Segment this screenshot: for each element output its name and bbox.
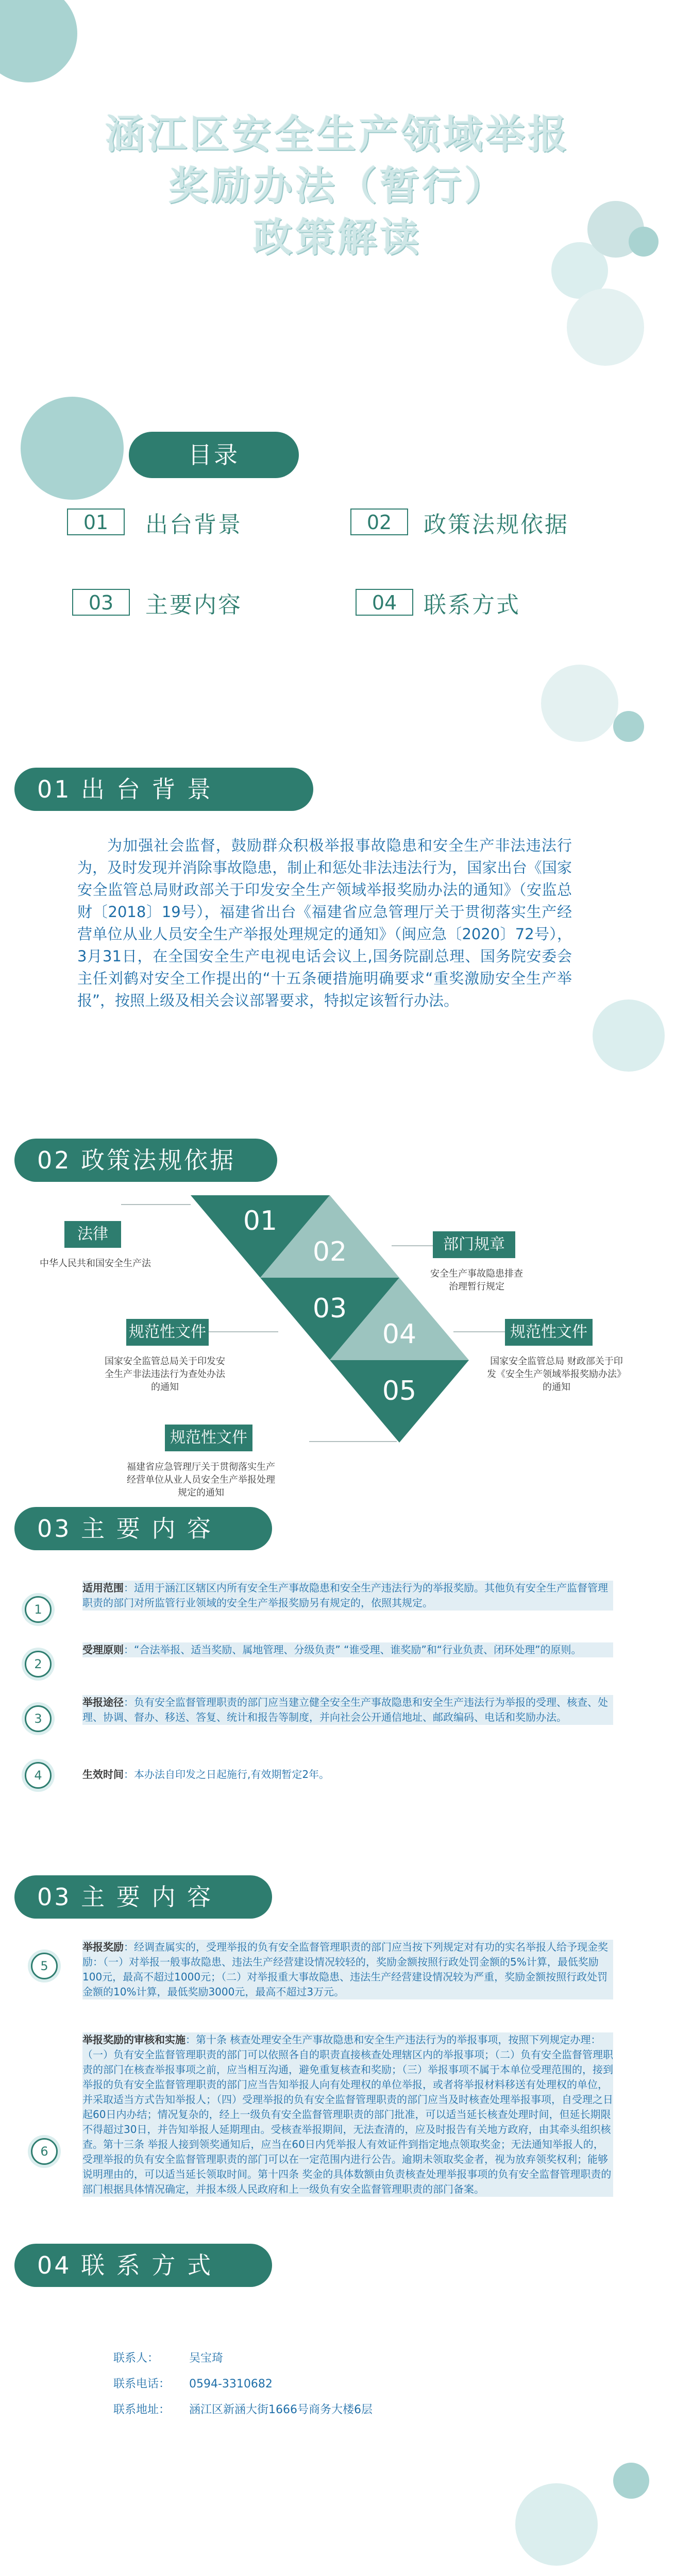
deco-circle [613, 2463, 649, 2499]
law-label: 法律 [64, 1221, 121, 1248]
section-02-header: 02 政策法规依据 [14, 1139, 277, 1182]
triangle-02-label: 02 [312, 1236, 347, 1267]
law-note: 中华人民共和国安全生产法 [40, 1258, 151, 1269]
item-2-key: 受理原则 [82, 1643, 124, 1656]
item-2-number: 2 [25, 1651, 52, 1677]
page-title-line-2: 奖励办法（暂行） [168, 163, 507, 209]
deco-circle [541, 665, 618, 742]
toc-heading: 目录 [129, 432, 299, 478]
background-paragraph: 为加强社会监督，鼓励群众积极举报事故隐患和安全生产非法违法行为，及时发现并消除事故隐患，制止和惩处非法违法行为，国家出台《国家安全监管总局财政部关于印发安全生产领域举报奖励办法的通知》（安监总财〔2018〕19号），福建省出台《福建省应急管理厅关于贯彻落实生产经营单位从业人员安全生产举报处理规定的通知》（闽应急〔2020〕72号），3月31日，在全国安全生产电视电话会议上,国务院副总理、国务院安委会主任刘鹤对安全工作提出的“十五条硬措施明确要求“重奖激励安全生产举报”，按照上级及相关会议部署要求，特拟定该暂行办法。 [77, 837, 572, 1009]
contact-person-key: 联系人： [113, 2352, 159, 2365]
section-03-continued-header: 03 主 要 内 容 [14, 1875, 272, 1919]
item-5-key: 举报奖励 [82, 1941, 124, 1953]
item-5-number: 5 [31, 1953, 58, 1979]
toc-item-4-label[interactable]: 联系方式 [424, 592, 520, 618]
item-4-text: 生效时间：本办法自印发之日起施行,有效期暂定2年。 [82, 1768, 330, 1781]
triangle-05-label: 05 [382, 1376, 417, 1406]
item-3-number: 3 [25, 1705, 52, 1732]
deco-circle [0, 0, 77, 82]
contact-address-row [113, 2401, 373, 2417]
toc-item-1-label[interactable]: 出台背景 [145, 512, 242, 538]
item-1-body: 适用于涵江区辖区内所有安全生产事故隐患和安全生产违法行为的举报奖励。其他负有安全生产监督管理职责的部门对所监管行业领域的安全生产举报奖励另有规定的，依照其规定。 [82, 1582, 608, 1609]
item-5-text: 举报奖励：经调查属实的，受理举报的负有安全监督管理职责的部门应当按下列规定对有功的实名举报人给予现金奖励：（一）对举报一般事故隐患、违法生产经营建设情况较轻的，奖励金额按照行政处罚金额的5%计算，最低奖励100元，最高不超过1000元；（二）对举报重大事故隐患、违法生产经营建设情况较为严重，奖励金额按照行政处罚金额的10%计算，最低奖励3000元，最高不超过3万元。 [82, 1940, 613, 1999]
item-1-text: 适用范围：适用于涵江区辖区内所有安全生产事故隐患和安全生产违法行为的举报奖励。其他负有安全生产监督管理职责的部门对所监管行业领域的安全生产举报奖励另有规定的，依照其规定。 [82, 1581, 613, 1611]
norm2-note: 国家安全监管总局 财政部关于印发《安全生产领域举报奖励办法》的通知 [487, 1356, 626, 1393]
item-2-body: “合法举报、适当奖励、属地管理、分级负责” “谁受理、谁奖励”和“行业负责、闭环处理”的原则。 [134, 1643, 582, 1656]
norm3-note: 福建省应急管理厅关于贯彻落实生产经营单位从业人员安全生产举报处理规定的通知 [127, 1462, 275, 1498]
contact-address-key: 联系地址： [113, 2403, 171, 2416]
item-1-number: 1 [25, 1596, 52, 1623]
section-01-header: 01 出 台 背 景 [14, 768, 313, 811]
norm1-label: 规范性文件 [126, 1319, 209, 1346]
toc-item-2-number: 02 [350, 509, 408, 535]
toc-item-3-number: 03 [72, 589, 130, 616]
item-1-key: 适用范围 [82, 1582, 124, 1594]
triangle-04-label: 04 [382, 1319, 417, 1350]
triangle-03-label: 03 [312, 1293, 347, 1324]
contact-person-row [113, 2349, 223, 2365]
deco-circle [21, 397, 124, 500]
toc-item-1-number: 01 [67, 509, 125, 535]
contact-address-value: 涵江区新涵大街1666号商务大楼6层 [189, 2403, 373, 2416]
triangle-01-label: 01 [243, 1206, 278, 1236]
deco-circle [613, 711, 644, 742]
item-5-body: 经调查属实的，受理举报的负有安全监督管理职责的部门应当按下列规定对有功的实名举报人给予现金奖励：（一）对举报一般事故隐患、违法生产经营建设情况较轻的，奖励金额按照行政处罚金额的5%计算，最低奖励100元，最高不超过1000元；（二）对举报重大事故隐患、违法生产经营建设情况较为严重，奖励金额按照行政处罚金额的10%计算，最低奖励3000元，最高不超过3万元。 [82, 1941, 608, 1998]
item-3-body: 负有安全监督管理职责的部门应当建立健全安全生产事故隐患和安全生产违法行为举报的受理、核查、处理、协调、督办、移送、答复、统计和报告等制度，并向社会公开通信地址、邮政编码、电话和奖励办法。 [82, 1696, 608, 1723]
toc-item-2-label[interactable]: 政策法规依据 [424, 512, 569, 538]
item-4-key: 生效时间 [82, 1768, 124, 1781]
norm3-label: 规范性文件 [165, 1425, 252, 1451]
contact-phone-key: 联系电话： [113, 2378, 171, 2391]
item-2-text: 受理原则：“合法举报、适当奖励、属地管理、分级负责” “谁受理、谁奖励”和“行业负责、闭环处理”的原则。 [82, 1642, 613, 1657]
item-4-number: 4 [25, 1762, 52, 1789]
norm2-label: 规范性文件 [505, 1319, 593, 1346]
contact-phone-row [113, 2375, 273, 2391]
item-3-text: 举报途径：负有安全监督管理职责的部门应当建立健全安全生产事故隐患和安全生产违法行为举报的受理、核查、处理、协调、督办、移送、答复、统计和报告等制度，并向社会公开通信地址、邮政编码、电话和奖励办法。 [82, 1695, 613, 1725]
deco-circle [515, 2483, 598, 2566]
section-03-header: 03 主 要 内 容 [14, 1507, 272, 1550]
item-4-body: 本办法自印发之日起施行,有效期暂定2年。 [134, 1768, 330, 1781]
toc-item-4-number: 04 [356, 589, 413, 616]
contact-phone-value[interactable]: 0594-3310682 [189, 2378, 273, 2391]
rule-label: 部门规章 [433, 1231, 515, 1258]
item-6-body: 第十条 核查处理安全生产事故隐患和安全生产违法行为的举报事项，按照下列规定办理：（一）负有安全监督管理职责的部门可以依照各自的职责直接核查处理辖区内的举报事项；（二）负有安全监督管理职责的部门在核查举报事项之前，应当相互沟通，避免重复核查和奖励；（三）举报事项不属于本单位受理范围的，接到举报的负有安全监督管理职责的部门应当告知举报人向有处理权的单位举报，或者将举报材料移送有处理权的单位，并采取适当方式告知举报人；（四）受理举报的负有安全监督管理职责的部门应当及时核查处理举报事项，自受理之日起60日内办结；情况复杂的，经上一级负有安全监督管理职责的部门批准，可以适当延长核查处理时间，但延长期限不得超过30日，并告知举报人延期理由。受核查举报期间，无法查清的，应及时报告有关地方政府，由其牵头组织核查。第十三条 举报人接到领奖通知后，应当在60日内凭举报人有效证件到指定地点领取奖金；无法通知举报人的，受理举报的负有安全监督管理职责的部门可以在一定范围内进行公告。逾期未领取奖金者，视为放弃领奖权利；能够说明理由的，可以适当延长领取时间。第十四条 奖金的具体数额由负责核查处理举报事项的负有安全监督管理职责的部门根据具体情况确定，并报本级人民政府和上一级负有安全监督管理职责的部门备案。 [82, 2033, 613, 2195]
page-title-line-1: 涵江区安全生产领域举报 [105, 111, 570, 157]
item-6-text: 举报奖励的审核和实施：第十条 核查处理安全生产事故隐患和安全生产违法行为的举报事项，按照下列规定办理：（一）负有安全监督管理职责的部门可以依照各自的职责直接核查处理辖区内的举报事项；（二）负有安全监督管理职责的部门在核查举报事项之前，应当相互沟通，避免重复核查和奖励；（三）举报事项不属于本单位受理范围的，接到举报的负有安全监督管理职责的部门应当告知举报人向有处理权的单位举报，或者将举报材料移送有处理权的单位，并采取适当方式告知举报人；（四）受理举报的负有安全监督管理职责的部门应当及时核查处理举报事项，自受理之日起60日内办结；情况复杂的，经上一级负有安全监督管理职责的部门批准，可以适当延长核查处理时间，但延长期限不得超过30日，并告知举报人延期理由。受核查举报期间，无法查清的，应及时报告有关地方政府，由其牵头组织核查。第十三条 举报人接到领奖通知后，应当在60日内凭举报人有效证件到指定地点领取奖金；无法通知举报人的，受理举报的负有安全监督管理职责的部门可以在一定范围内进行公告。逾期未领取奖金者，视为放弃领奖权利；能够说明理由的，可以适当延长领取时间。第十四条 奖金的具体数额由负责核查处理举报事项的负有安全监督管理职责的部门根据具体情况确定，并报本级人民政府和上一级负有安全监督管理职责的部门备案。 [82, 2032, 613, 2197]
section-04-header: 04 联 系 方 式 [14, 2244, 272, 2287]
norm1-note: 国家安全监管总局关于印发安全生产非法违法行为查处办法的通知 [105, 1356, 225, 1393]
deco-circle [567, 289, 644, 366]
item-3-key: 举报途径 [82, 1696, 124, 1708]
contact-person-value: 吴宝琦 [189, 2352, 224, 2365]
item-6-key: 举报奖励的审核和实施 [82, 2033, 185, 2046]
page-title-line-3: 政策解读 [253, 214, 422, 260]
deco-circle [593, 999, 665, 1072]
rule-note: 安全生产事故隐患排查治理暂行规定 [430, 1268, 523, 1292]
item-6-number: 6 [31, 2138, 58, 2165]
toc-item-3-label[interactable]: 主要内容 [145, 592, 242, 618]
